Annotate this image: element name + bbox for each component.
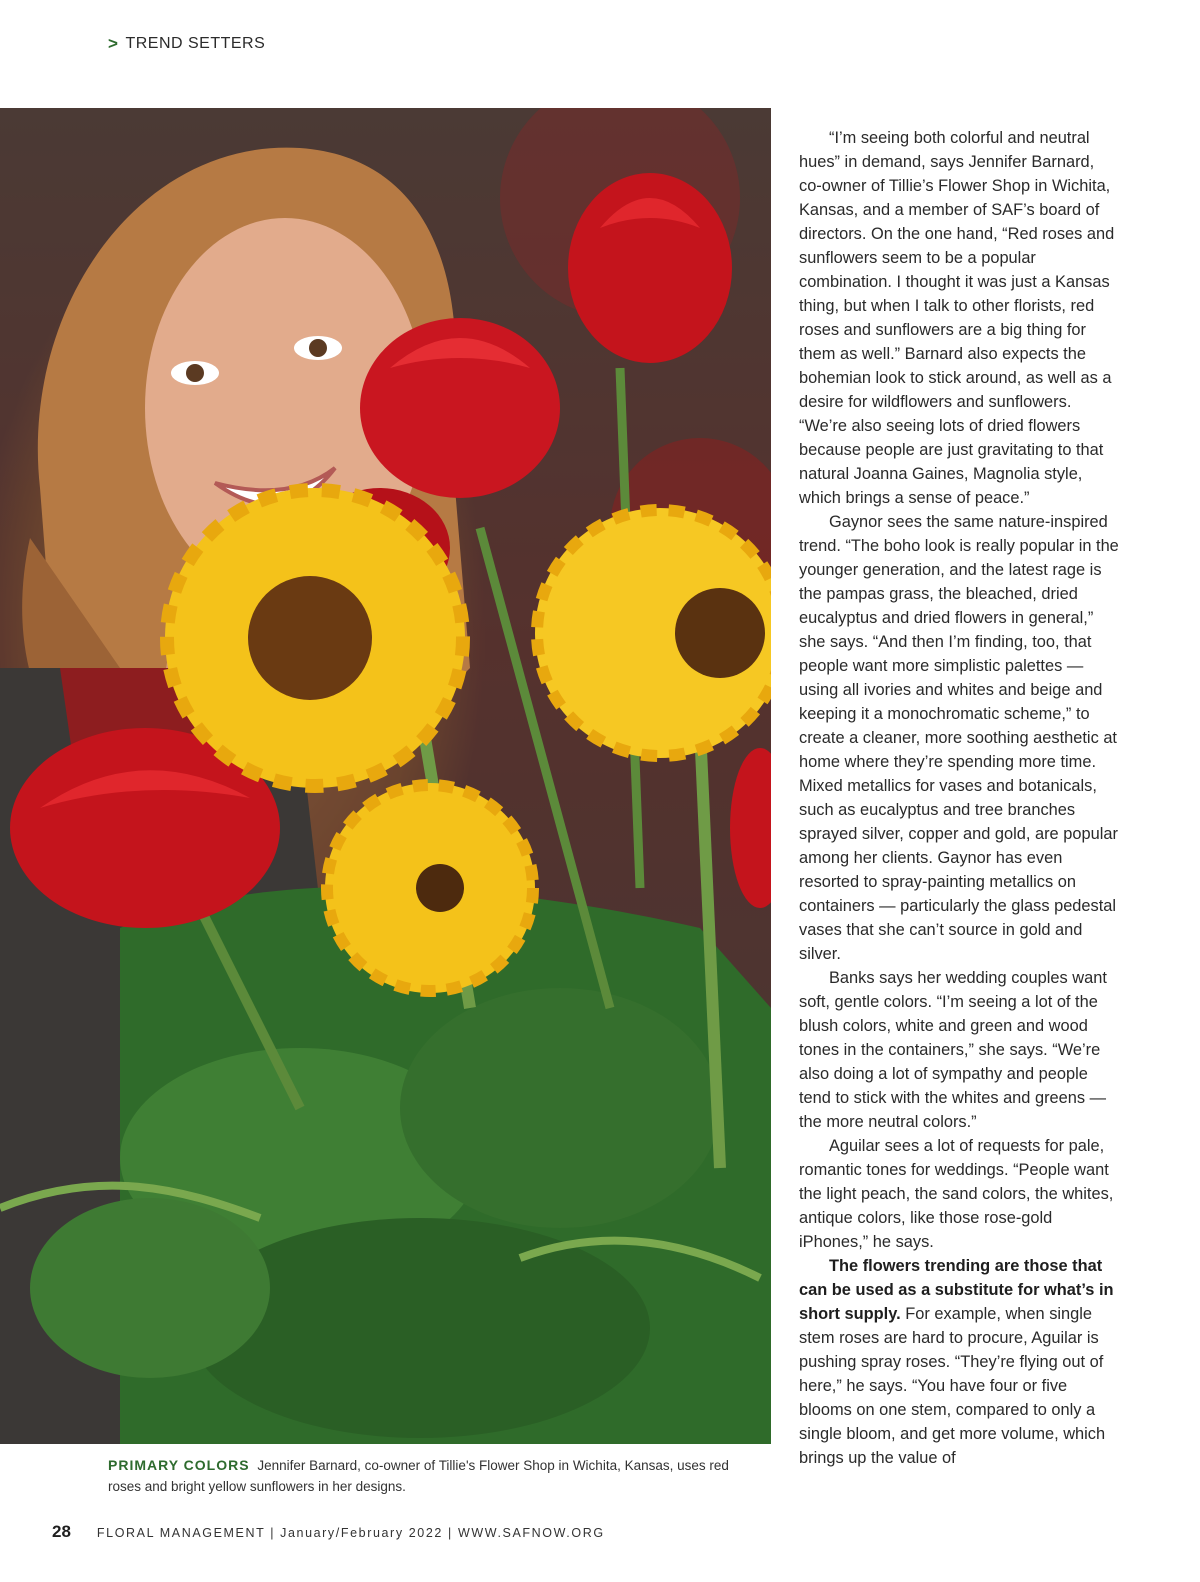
paragraph: Aguilar sees a lot of requests for pale, romantic tones for weddings. “People want the light peach, the sand colors, the whites, antique colors, like those rose-gold iPhones,” he says.: [799, 1137, 1114, 1251]
section-title: TREND SETTERS: [125, 35, 266, 52]
caption-lead: PRIMARY COLORS: [108, 1457, 250, 1473]
chevron-right-icon: >: [108, 34, 119, 53]
publication-line: FLORAL MANAGEMENT | January/February 2022 | WWW.SAFNOW.ORG: [96, 1526, 605, 1540]
paragraph: “I’m seeing both colorful and neutral hues” in demand, says Jennifer Barnard, co-owner of Tillie’s Flower Shop in Wichita, Kansas, and a member of SAF’s board of directors. On the one hand, “Red roses and sunflowers seem to be a popular combination. I thought it was just a Kansas thing, but when I talk to other florists, red roses and sunflowers are a big thing for them as well.” Barnard also expects the bohemian look to stick around, as well as a desire for wildflowers and sunflowers. “We’re also seeing lots of dried flowers because people are just gravitating to that natural Joanna Gaines, Magnolia style, which brings a sense of peace.”: [799, 129, 1115, 507]
rose-top-right: [568, 173, 732, 363]
paragraph-lead-bold: The flowers trending are those that can be used as a substitute for what’s in short supply.: [799, 1257, 1114, 1323]
paragraph: Banks says her wedding couples want soft, gentle colors. “I’m seeing a lot of the blush colors, white and green and wood tones in the containers,” she says. “We’re also doing a lot of sympathy and people tend to stick with the whites and greens — the more neutral colors.”: [799, 969, 1107, 1131]
paragraph: Gaynor sees the same nature-inspired trend. “The boho look is really popular in the younger generation, and the latest rage is the pampas grass, the bleached, dried eucalyptus and dried flowers in general,” she says. “And then I’m finding, too, that people want more simplistic palettes — using all ivories and whites and beige and keeping it a monochromatic scheme,” to create a cleaner, more soothing aesthetic at home where they’re spending more time. Mixed metallics for vases and botanicals, such as eucalyptus and tree branches sprayed silver, copper and gold, are popular among her clients. Gaynor has even resorted to spray-painting metallics on containers — particularly the glass pedestal vases that she can’t source in gold and silver.: [799, 513, 1119, 963]
paragraph: [799, 1254, 1119, 1470]
article-body: [799, 126, 1119, 1470]
photo-illustration: [0, 108, 771, 1444]
photo-caption: [108, 1455, 758, 1497]
feature-photo: [0, 108, 771, 1444]
page-footer: [52, 1522, 605, 1542]
page-number: 28: [52, 1522, 71, 1541]
sunflower-right: [535, 508, 771, 758]
sunflower-bottom: [325, 783, 535, 993]
sunflower-left: [165, 488, 465, 788]
section-label: [108, 34, 265, 54]
paragraph-text: For example, when single stem roses are hard to procure, Aguilar is pushing spray roses. “They’re flying out of here,” he says. “You have four or five blooms on one stem, compared to only a single bloom, and get more volume, which brings up the value of: [799, 1305, 1106, 1467]
rose-center: [360, 318, 560, 498]
caption-text: Jennifer Barnard, co-owner of Tillie's Flower Shop in Wichita, Kansas, uses red roses and bright yellow sunflowers in her designs.: [108, 1458, 729, 1494]
